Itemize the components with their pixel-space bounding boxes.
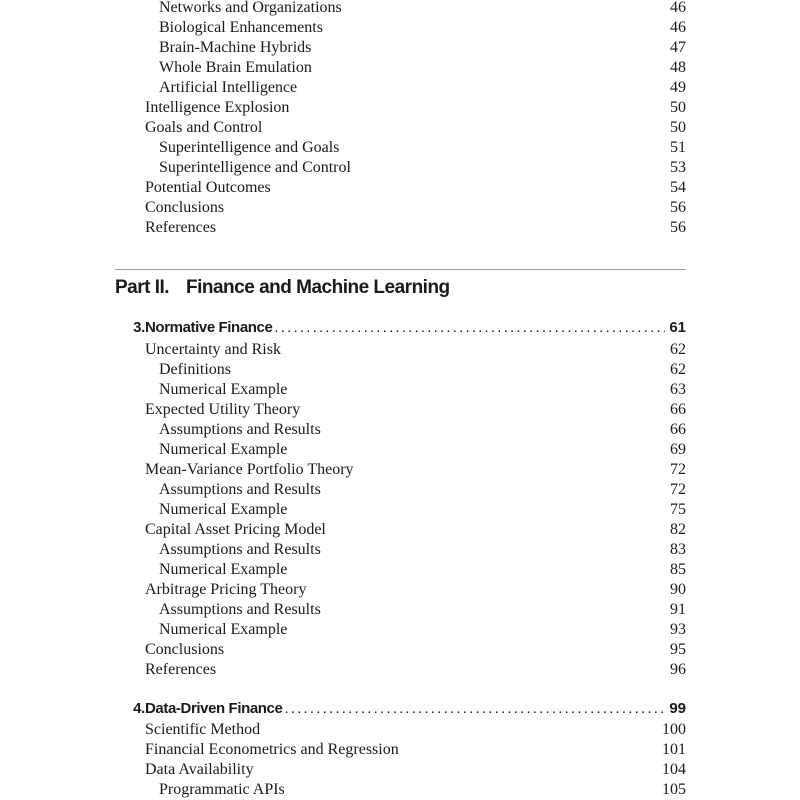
toc-entry-title: Expected Utility Theory: [145, 401, 301, 418]
toc-entry-title: Conclusions: [145, 199, 225, 216]
toc-entry: [145, 720, 686, 740]
toc-entry-page: 47: [670, 39, 686, 56]
toc-entry-title: Superintelligence and Control: [159, 159, 351, 176]
toc-entry: [145, 400, 686, 420]
toc-entry-page: 105: [662, 781, 686, 798]
toc-entry: [159, 158, 686, 178]
toc-entry: [159, 440, 686, 460]
chapter-number: 3.: [133, 319, 145, 336]
part-heading: [115, 274, 450, 302]
toc-entry: [145, 520, 686, 540]
toc-entry-page: 51: [670, 139, 686, 156]
toc-entry: [159, 480, 686, 500]
toc-entry-title: Assumptions and Results: [159, 601, 321, 618]
toc-entry-title: Whole Brain Emulation: [159, 59, 312, 76]
toc-entry-title: Intelligence Explosion: [145, 99, 290, 116]
toc-entry-page: 54: [670, 179, 686, 196]
toc-entry: [159, 540, 686, 560]
toc-entry-title: Assumptions and Results: [159, 541, 321, 558]
chapter-title: Normative Finance: [145, 319, 273, 336]
chapter-heading: [112, 698, 686, 720]
toc-entry-page: 62: [670, 361, 686, 378]
toc-entry-title: Scientific Method: [145, 721, 261, 738]
toc-entry-page: 95: [670, 641, 686, 658]
toc-entry: [159, 360, 686, 380]
part-label: Part II.: [115, 277, 170, 298]
toc-entry: [159, 600, 686, 620]
toc-entry-page: 104: [662, 761, 686, 778]
chapter-leader-dots: [284, 698, 665, 720]
toc-entry-page: 83: [670, 541, 686, 558]
toc-entry-title: Biological Enhancements: [159, 19, 323, 36]
toc-entry-page: 96: [670, 661, 686, 678]
toc-entry: [145, 760, 686, 780]
toc-entry-page: 72: [670, 481, 686, 498]
toc-entry: [159, 780, 686, 800]
toc-entry: [159, 78, 686, 98]
toc-entry-title: Definitions: [159, 361, 231, 378]
toc-entry-title: Numerical Example: [159, 501, 288, 518]
toc-entry: [159, 380, 686, 400]
chapter-leader-dots: [274, 317, 665, 339]
toc-entry-page: 101: [662, 741, 686, 758]
toc-entry-page: 69: [670, 441, 686, 458]
toc-entry: [145, 740, 686, 760]
chapter-page: 61: [669, 319, 686, 336]
toc-entry-page: 53: [670, 159, 686, 176]
toc-entry-title: Potential Outcomes: [145, 179, 271, 196]
toc-entry: [145, 660, 686, 680]
toc-entry-page: 91: [670, 601, 686, 618]
toc-entry-title: Arbitrage Pricing Theory: [145, 581, 307, 598]
toc-entry-page: 46: [670, 19, 686, 36]
chapter-number: 4.: [133, 700, 145, 717]
toc-entry-page: 72: [670, 461, 686, 478]
toc-entry-page: 50: [670, 99, 686, 116]
toc-entry: [159, 18, 686, 38]
chapter-heading: [112, 317, 686, 339]
toc-entry: [145, 340, 686, 360]
toc-entry-page: 66: [670, 421, 686, 438]
toc-entry: [145, 580, 686, 600]
toc-entry-title: Assumptions and Results: [159, 481, 321, 498]
toc-entry-title: Capital Asset Pricing Model: [145, 521, 326, 538]
toc-entry-page: 46: [670, 0, 686, 16]
toc-entry: [145, 460, 686, 480]
toc-entry-title: Data Availability: [145, 761, 254, 778]
toc-entry-page: 56: [670, 219, 686, 236]
part-title: Finance and Machine Learning: [186, 277, 450, 298]
toc-entry-page: 48: [670, 59, 686, 76]
chapter-page: 99: [669, 700, 686, 717]
toc-entry-page: 82: [670, 521, 686, 538]
toc-entry: [145, 198, 686, 218]
toc-entry: [159, 500, 686, 520]
toc-entry-title: References: [145, 661, 217, 678]
toc-entry-title: References: [145, 219, 217, 236]
toc-entry-title: Networks and Organizations: [159, 0, 342, 16]
toc-entry-page: 90: [670, 581, 686, 598]
toc-entry-title: Conclusions: [145, 641, 225, 658]
toc-entry-title: Numerical Example: [159, 441, 288, 458]
toc-entry-title: Numerical Example: [159, 621, 288, 638]
toc-entry: [159, 58, 686, 78]
toc-entry-title: Numerical Example: [159, 561, 288, 578]
toc-entry-page: 85: [670, 561, 686, 578]
toc-entry: [145, 178, 686, 198]
toc-entry-page: 100: [662, 721, 686, 738]
toc-entry-page: 56: [670, 199, 686, 216]
toc-entry-page: 49: [670, 79, 686, 96]
toc-entry-title: Brain-Machine Hybrids: [159, 39, 312, 56]
toc-entry-page: 50: [670, 119, 686, 136]
toc-entry-title: Uncertainty and Risk: [145, 341, 281, 358]
toc-entry: [159, 420, 686, 440]
toc-entry: [159, 38, 686, 58]
toc-entry-title: Goals and Control: [145, 119, 263, 136]
chapter-title: Data-Driven Finance: [145, 700, 283, 717]
toc-entry: [145, 118, 686, 138]
toc-entry-page: 63: [670, 381, 686, 398]
toc-entry-title: Financial Econometrics and Regression: [145, 741, 399, 758]
toc-entry-title: Superintelligence and Goals: [159, 139, 340, 156]
toc-entry: [159, 560, 686, 580]
part-divider: [115, 269, 686, 270]
toc-entry-page: 66: [670, 401, 686, 418]
toc-entry: [159, 138, 686, 158]
toc-entry: [145, 98, 686, 118]
toc-entry-title: Numerical Example: [159, 381, 288, 398]
toc-entry-title: Mean-Variance Portfolio Theory: [145, 461, 354, 478]
toc-entry: [159, 0, 686, 18]
toc-entry-title: Programmatic APIs: [159, 781, 285, 798]
toc-entry-page: 75: [670, 501, 686, 518]
toc-entry: [145, 218, 686, 238]
toc-entry-page: 93: [670, 621, 686, 638]
toc-entry: [145, 640, 686, 660]
toc-entry-title: Artificial Intelligence: [159, 79, 298, 96]
toc-entry: [159, 620, 686, 640]
toc-entry-page: 62: [670, 341, 686, 358]
toc-entry-title: Assumptions and Results: [159, 421, 321, 438]
